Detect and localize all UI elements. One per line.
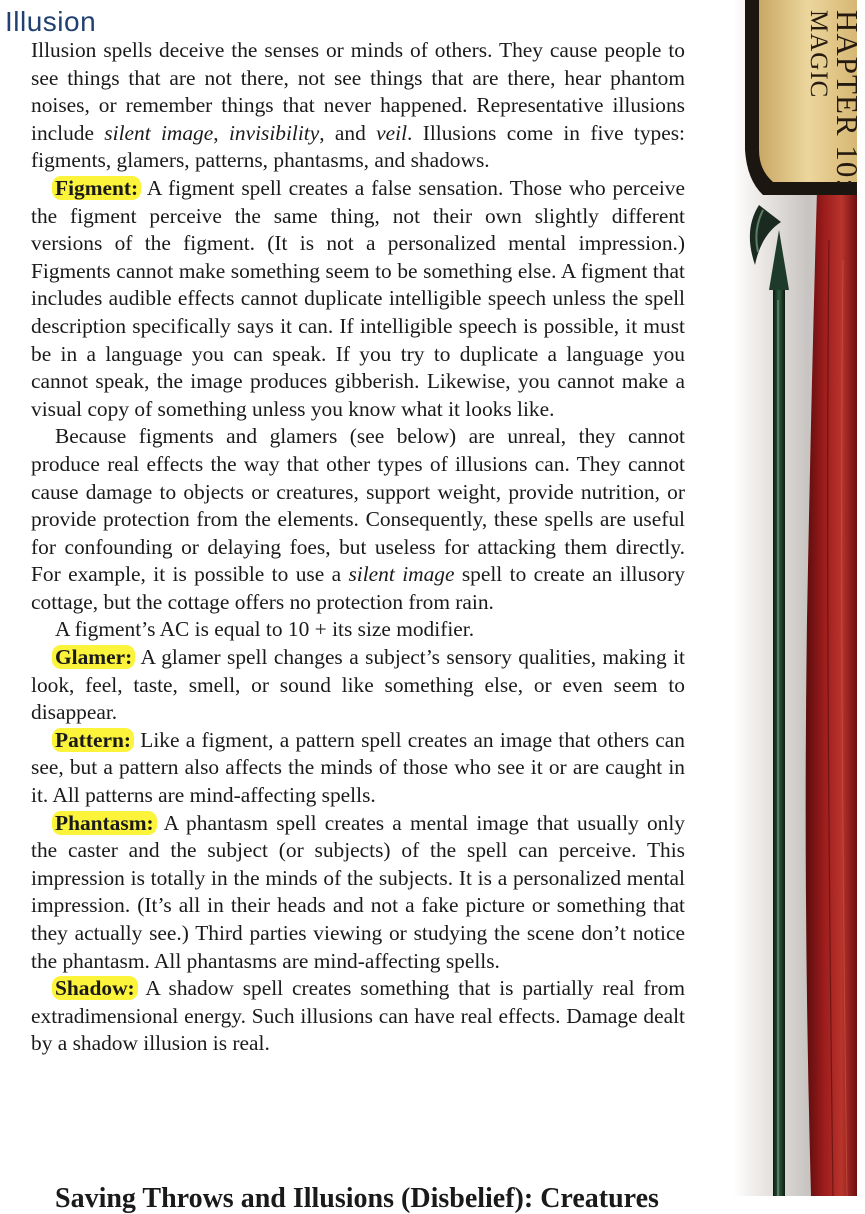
body-text [31,37,685,1058]
unreal-text-2: spell to create an illusory cottage, but the cottage offers no protection from rain. [31,562,685,614]
shadow-text: A shadow spell creates something that is partially real from extradimensional energy. Such illusions can have real effects. Damage dealt by a shadow illusion is real. [31,976,685,1056]
intro-text-1: Illusion spells deceive the senses or minds of others. They cause people to see things that are not there, not see things that are there, hear phantom noises, or remember things that never happened. Representative illusions include [31,38,685,145]
spell-name-silent-image: silent image [104,120,214,145]
term-phantasm: Phantasm: [52,811,157,835]
spell-name-invisibility: invisibility [228,120,320,145]
chapter-number: HAPTER 10: [829,10,865,188]
paragraph-ac [31,616,685,644]
chapter-name: MAGIC [804,10,832,99]
pattern-text: Like a figment, a pattern spell creates an image that others can see, but a pattern also affects the minds of those who see it or are caught in it. All patterns are mind-affecting spells. [31,727,685,808]
chapter-tab [760,0,865,190]
next-heading-partial: Saving Throws and Illusions (Disbelief): Creatures [55,1183,659,1214]
term-glamer: Glamer: [52,645,135,669]
phantasm-text: A phantasm spell creates a mental image that usually only the caster and the subject (or subjects) of the spell can perceive. This impression is totally in the minds of the subjects. It is a personalized mental impression. (It’s all in their heads and not a fake picture or something that they actually see.) Third parties viewing or studying the scene don’t notice the phantasm. All phantasms are mind-affecting spells. [31,810,685,973]
spell-name-silent-image-2: silent image [348,562,455,587]
spell-name-veil: veil [376,120,408,145]
figment-text: A figment spell creates a false sensation. Those who perceive the figment perceive the same thing, not their own slightly different versions of the figment. (It is not a personalized mental impression.) Figments cannot make something seem to be something else. A figment that includes audible effects cannot duplicate intelligible speech unless the spell description specifically says it can. If intelligible speech is possible, it must be in a language you can speak. If you try to duplicate a language you cannot speak, the image produces gibberish. Likewise, you cannot make a visual copy of something unless you know what it looks like. [31,175,685,421]
paragraph-shadow [31,975,685,1058]
chapter-tab-text [805,10,863,188]
intro-text-2: , [213,120,229,145]
term-pattern: Pattern: [52,728,134,752]
ac-text: A figment’s AC is equal to 10 + its size modifier. [55,617,475,642]
paragraph-unreal [31,423,685,616]
glamer-text: A glamer spell changes a subject’s sensory qualities, making it look, feel, taste, smell, or sound like something else, or even seem to disappear. [31,645,685,725]
paragraph-pattern [31,727,685,810]
term-figment: Figment: [52,176,141,200]
intro-text-3: , and [319,120,377,145]
section-title: Illusion [5,6,97,37]
paragraph-phantasm [31,810,685,976]
paragraph-intro [31,37,685,175]
term-shadow: Shadow: [52,976,138,1000]
paragraph-glamer [31,644,685,727]
paragraph-figment [31,175,685,423]
unreal-text-1: Because figments and glamers (see below) are unreal, they cannot produce real effects the way that other types of illusions can. They cannot cause damage to objects or creatures, support weight, provide nutrition, or provide protection from the elements. Consequently, these spells are useful for confounding or delaying foes, but useless for attacking them directly. For example, it is possible to use a [31,424,685,587]
intro-text-4: . Illusions come in five types: figments, glamers, patterns, phantasms, and shadows. [31,120,685,173]
